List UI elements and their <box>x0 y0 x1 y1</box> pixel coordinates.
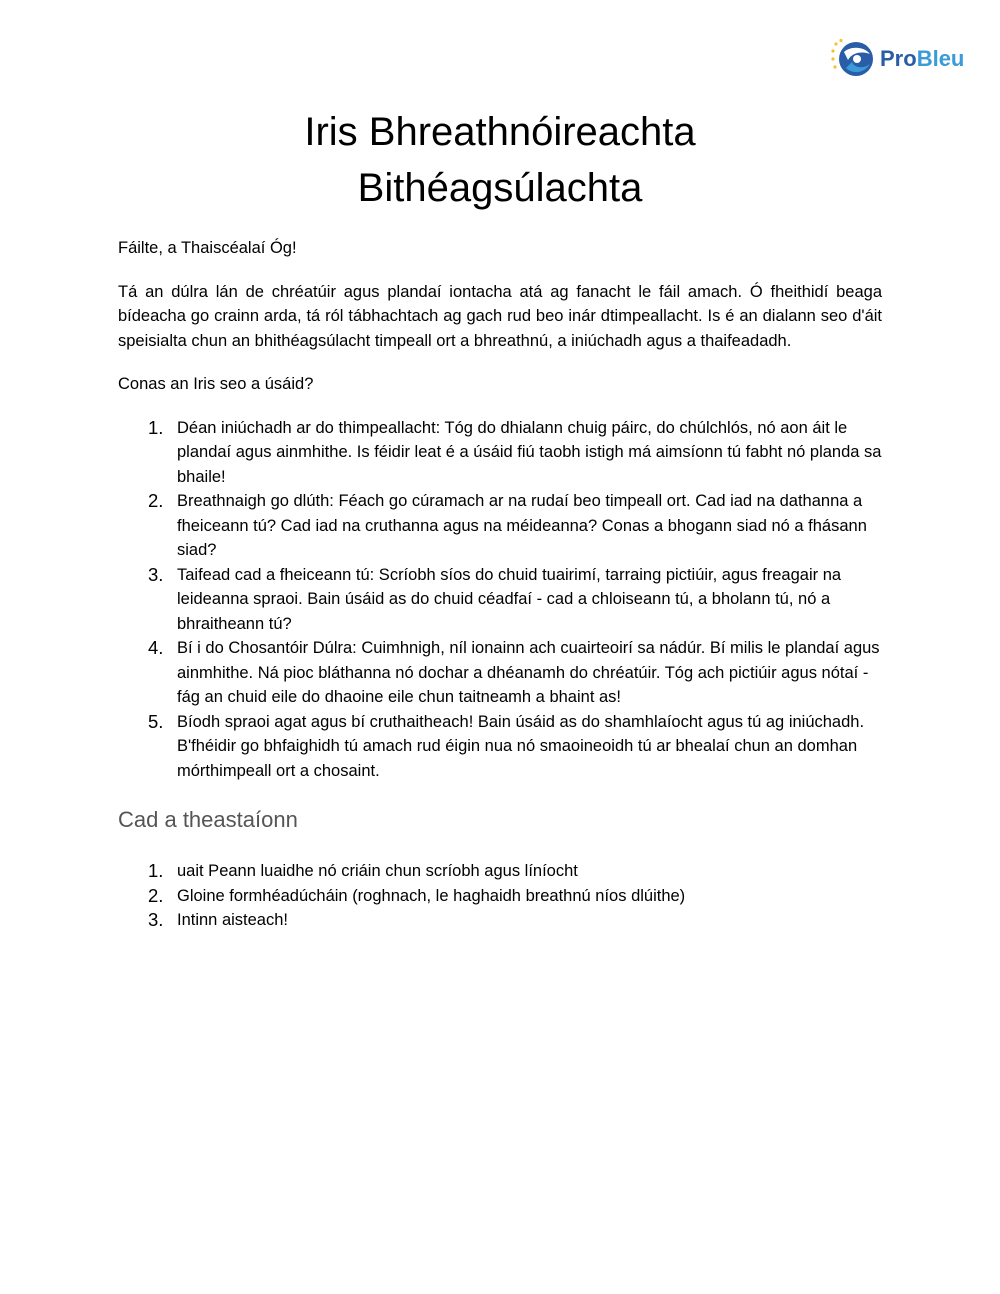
title-line-2: Bithéagsúlachta <box>357 166 643 210</box>
list-item <box>118 636 882 710</box>
list-number: 5. <box>148 710 164 732</box>
logo-wordmark <box>880 46 964 72</box>
list-number: 1. <box>148 860 164 881</box>
list-item-text: uait Peann luaidhe nó criáin chun scríobh agus líníocht <box>177 862 578 880</box>
list-item <box>118 563 882 637</box>
page-title <box>0 104 1000 216</box>
list-number: 2. <box>148 490 164 511</box>
list-number: 1. <box>148 416 164 438</box>
greeting: Fáilte, a Thaiscéalaí Óg! <box>118 239 297 257</box>
probleu-logo-icon <box>830 38 876 80</box>
list-item <box>118 489 882 563</box>
how-to-heading: Conas an Iris seo a úsáid? <box>118 375 314 393</box>
list-item <box>118 884 882 909</box>
list-item-text: Déan iniúchadh ar do thimpeallacht: Tóg do dhialann chuig páirc, do chúlchlós, nó aon áit le plandaí agus ainmhithe. Is féidir leat é a úsáid fiú taobh istigh má aimsíonn tú fabht nó planda sa bhaile! <box>177 418 882 486</box>
list-number: 3. <box>148 909 164 930</box>
list-item <box>118 908 882 933</box>
list-item <box>118 416 882 490</box>
list-number: 3. <box>148 563 164 585</box>
logo-pro-text: Pro <box>880 46 917 71</box>
list-item-text: Bí i do Chosantóir Dúlra: Cuimhnigh, níl ionainn ach cuairteoirí sa nádúr. Bí milis le plandaí agus ainmhithe. Ná pioc bláthanna nó dochar a dhéanamh do chréatúir. Tóg ach pictiúir agus nótaí - fág an chuid eile do dhaoine eile chun taitneamh a bhaint as! <box>177 639 880 706</box>
list-item-text: Bíodh spraoi agat agus bí cruthaitheach! Bain úsáid as do shamhlaíocht agus tú ag iniúchadh. B'fhéidir go bhfaighidh tú amach rud éigin nua nó smaoineoidh tú ar bhealaí chun an domhan mórthimpeall ort a chosaint. <box>177 712 865 780</box>
list-number: 4. <box>148 637 164 658</box>
how-to-list <box>118 416 882 784</box>
probleu-logo <box>830 38 980 80</box>
list-item-text: Gloine formhéadúcháin (roghnach, le haghaidh breathnú níos dlúithe) <box>177 886 686 905</box>
logo-bleu-text: Bleu <box>916 46 965 71</box>
list-item <box>118 710 882 784</box>
list-item <box>118 859 882 884</box>
list-item-text: Intinn aisteach! <box>177 911 288 929</box>
list-item-text: Breathnaigh go dlúth: Féach go cúramach ar na rudaí beo timpeall ort. Cad iad na dathanna a fheiceann tú? Cad iad na cruthanna agus na méideanna? Conas a bhogann siad nó a fhásann siad? <box>177 492 867 559</box>
title-line-1: Iris Bhreathnóireachta <box>304 110 696 154</box>
list-item-text: Taifead cad a fheiceann tú: Scríobh síos do chuid tuairimí, tarraing pictiúir, agus freagair na leideanna spraoi. Bain úsáid as do chuid céadfaí - cad a chloiseann tú, a bholann tú, nó a bhraitheann tú? <box>177 565 842 633</box>
intro-paragraph: Tá an dúlra lán de chréatúir agus plandaí iontacha atá ag fanacht le fáil amach. Ó fheithidí beaga bídeacha go crainn arda, tá ról tábhachtach ag gach rud beo inár dtimpeallacht. Is é an dialann seo d'áit speisialta chun an bhithéagsúlacht timpeall ort a bhreathnú, a iniúchadh agus a thaifeadadh. <box>118 282 882 350</box>
needs-heading: Cad a theastaíonn <box>118 807 298 832</box>
needs-list <box>118 859 882 933</box>
document-body <box>118 236 882 933</box>
list-number: 2. <box>148 884 164 906</box>
